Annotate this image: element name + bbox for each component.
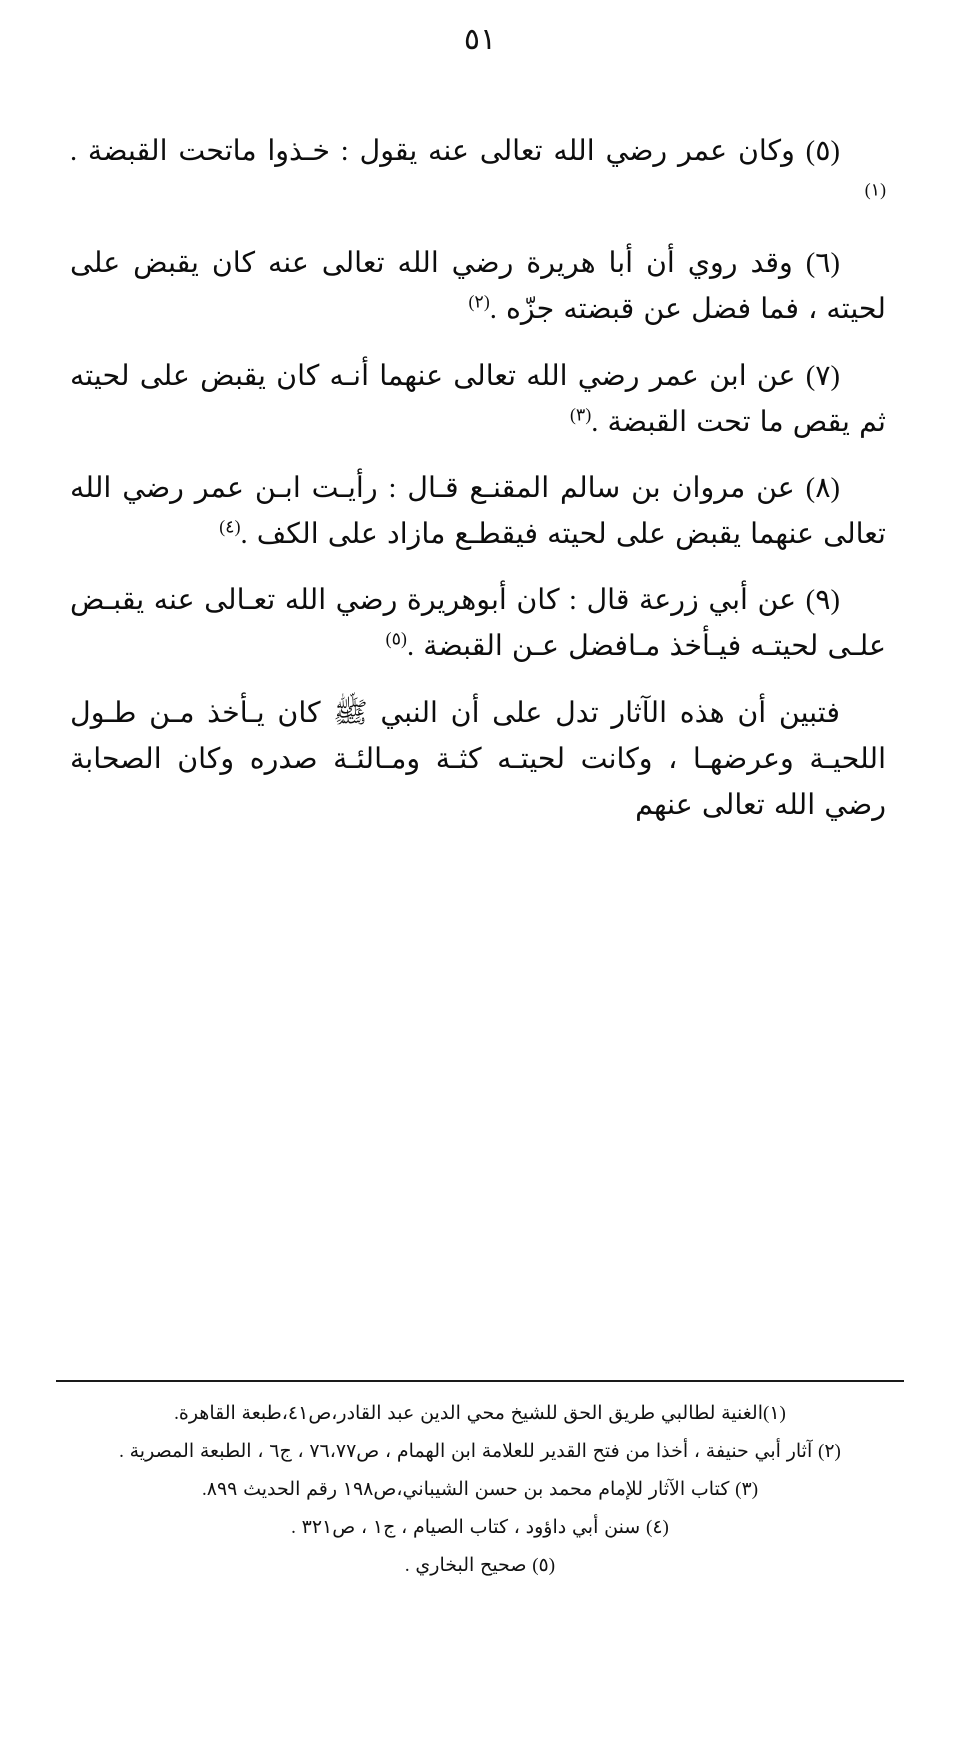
paragraph-item-7 xyxy=(70,354,886,446)
footnote-1: (١)الغنية لطالبي طريق الحق للشيخ محي الدين عبد القادر،ص٤١،طبعة القاهرة. xyxy=(174,1403,786,1424)
footnote-5: (٥) صحيح البخاري . xyxy=(404,1554,556,1576)
paragraph-item-9 xyxy=(70,578,886,670)
footnote-marker: (١) xyxy=(864,179,886,200)
footnote-marker: (٥) xyxy=(385,628,407,649)
paragraph-text: (٥) وكان عمر رضي الله تعالى عنه يقول : خـذوا ماتحت القبضة . xyxy=(70,136,840,167)
footnote-2: (٢) آثار أبي حنيفة ، أخذا من فتح القدير للعلامة ابن الهمام ، ص٧٦،٧٧ ، ج٦ ، الطبعة المصرية . xyxy=(119,1440,841,1462)
paragraph-item-8 xyxy=(70,466,886,558)
footnotes-section xyxy=(54,1398,906,1588)
footnote-marker: (٣) xyxy=(569,404,592,425)
paragraph-item-6 xyxy=(70,241,886,333)
page-number: ٥١ xyxy=(463,23,497,56)
footnote-separator-rule xyxy=(56,1380,904,1382)
footnote-4: (٤) سنن أبي داؤود ، كتاب الصيام ، ج١ ، ص٣٢١ . xyxy=(291,1516,669,1538)
footnote-3: (٣) كتاب الآثار للإمام محمد بن حسن الشيباني،ص١٩٨ رقم الحديث ٨٩٩. xyxy=(201,1478,759,1500)
footnote-marker: (٢) xyxy=(468,291,490,312)
paragraph-text: (٨) عن مروان بن سالم المقنـع قـال : رأيـت ابـن عمر رضي الله تعالى عنهما يقبض على لحيته فيقطـع مازاد على الكف . xyxy=(70,472,886,551)
main-text-body xyxy=(70,129,886,829)
paragraph-text: فتبين أن هذه الآثار تدل على أن النبي ﷺ كان يـأخذ مـن طـول اللحيـة وعرضهـا ، وكانت لحيتـه كثـة ومـالئـة صدره وكان الصحابة رضي الله تعالى عنهم xyxy=(70,697,886,821)
paragraph-text: (٦) وقد روي أن أبا هريرة رضي الله تعالى عنه كان يقبض على لحيته ، فما فضل عن قبضته جزّه . xyxy=(70,248,886,326)
paragraph-item-5 xyxy=(70,129,886,221)
footnote-marker: (٤) xyxy=(219,516,241,537)
paragraph-text: (٧) عن ابن عمر رضي الله تعالى عنهما أنـه كان يقبض على لحيته ثم يقص ما تحت القبضة . xyxy=(70,360,886,438)
paragraph-text: (٩) عن أبي زرعة قال : كان أبوهريرة رضي الله تعـالى عنه يقبـض علـى لحيتـه فيـأخذ مـافضل عـن القبضة . xyxy=(70,585,886,663)
paragraph-conclusion xyxy=(70,691,886,829)
